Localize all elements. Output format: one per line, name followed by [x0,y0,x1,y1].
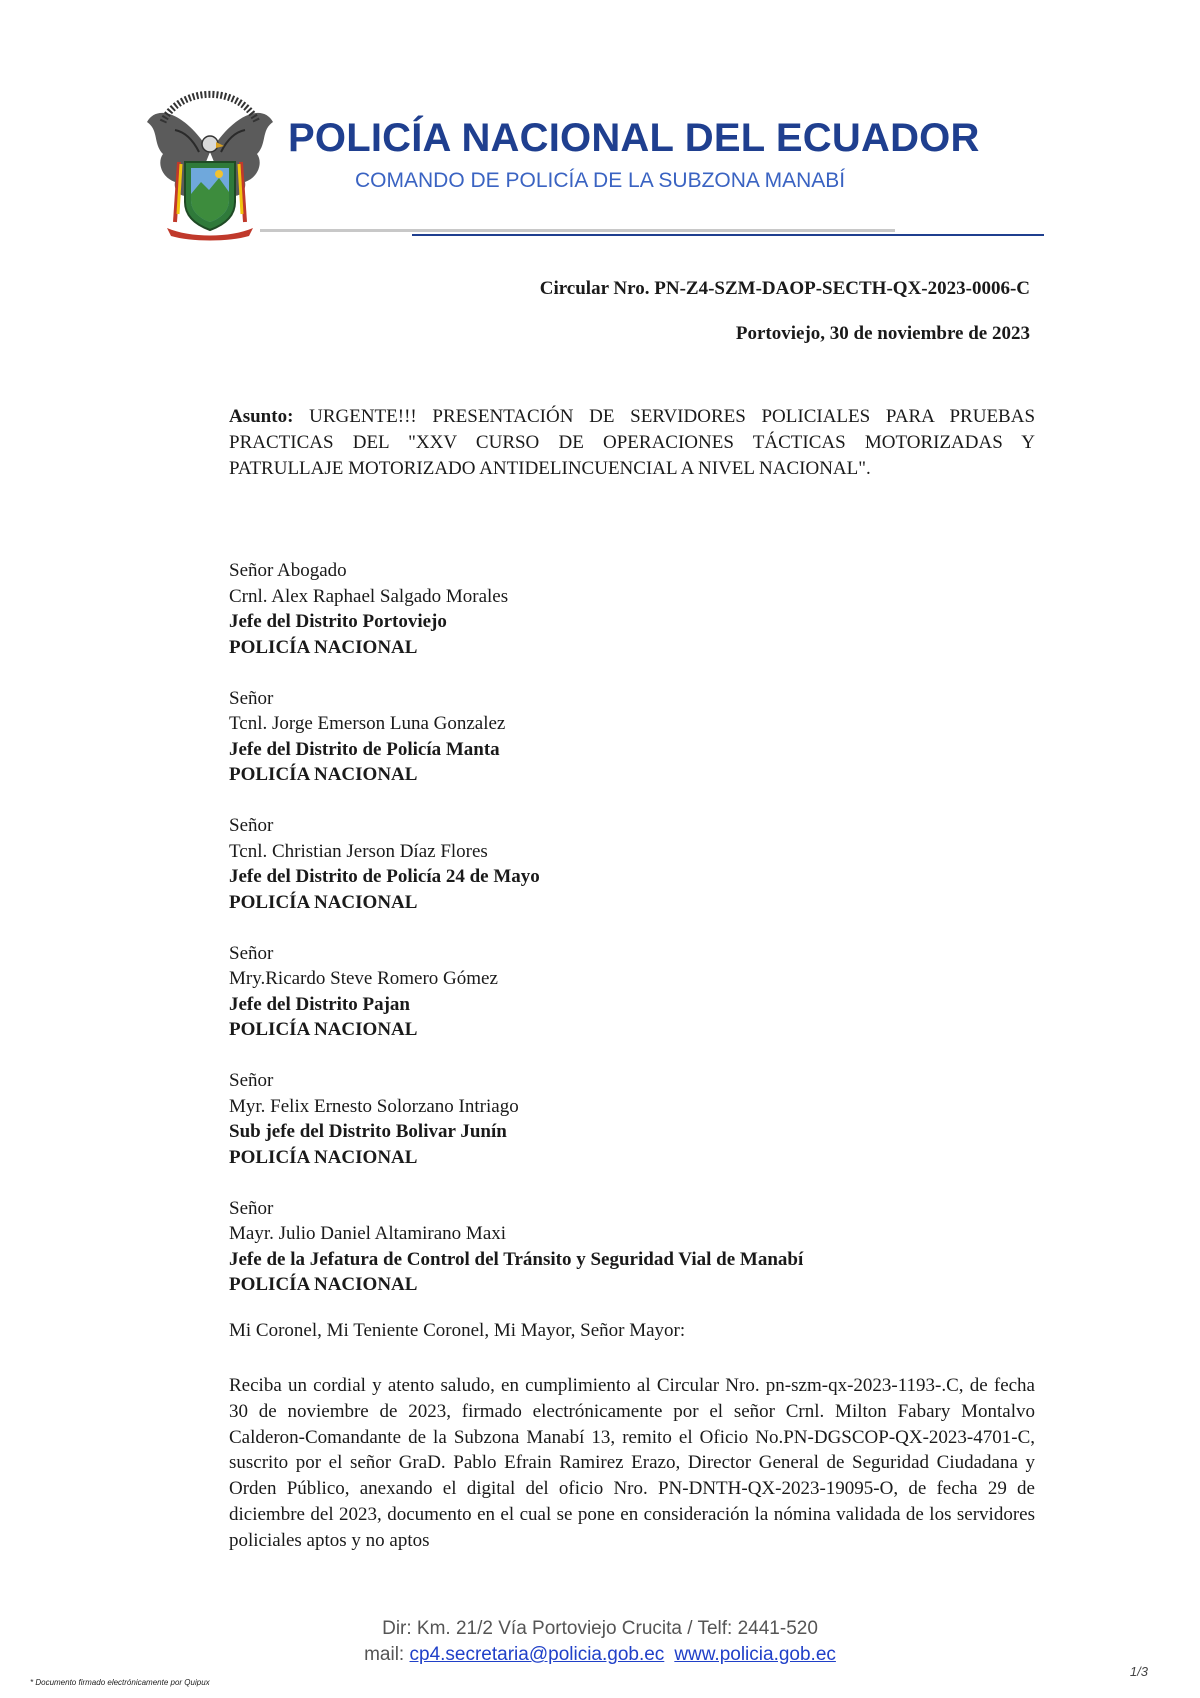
header-divider-gray [260,229,895,232]
recipient-salutation: Señor [229,942,274,964]
greeting: Mi Coronel, Mi Teniente Coronel, Mi Mayor, Señor Mayor: [229,1320,686,1341]
recipient-name: Tcnl. Jorge Emerson Luna Gonzalez [229,713,506,734]
recipient-block [229,1196,1035,1298]
recipient-salutation: Señor [229,687,274,709]
recipient-salutation: Señor [229,815,274,836]
recipient-block [229,558,1035,660]
recipient-name: Mayr. Julio Daniel Altamirano Maxi [229,1223,507,1244]
recipient-position: Jefe del Distrito Portoviejo [229,611,447,632]
recipient-block [229,686,1035,788]
recipient-institution: POLICÍA NACIONAL [229,891,418,913]
footer-website-link[interactable]: www.policia.gob.ec [674,1644,836,1665]
recipient-position: Jefe del Distrito de Policía Manta [229,738,500,760]
recipient-institution: POLICÍA NACIONAL [229,1019,418,1040]
footer-mail-label: mail: [364,1644,405,1665]
organization-title: POLICÍA NACIONAL DEL ECUADOR [288,116,980,160]
recipient-position: Jefe del Distrito de Policía 24 de Mayo [229,866,540,887]
recipient-block [229,1068,1035,1170]
footer-address: Dir: Km. 21/2 Vía Portoviejo Crucita / Telf: 2441-520 [382,1618,818,1639]
recipient-salutation: Señor Abogado [229,560,347,581]
place-date: Portoviejo, 30 de noviembre de 2023 [735,323,1030,344]
subject-text: URGENTE!!! PRESENTACIÓN DE SERVIDORES POLICIALES PARA PRUEBAS PRACTICAS DEL "XXV CURSO DE OPERACIONES TÁCTICAS MOTORIZADAS Y PATRULLAJE MOTORIZADO ANTIDELINCUENCIAL A NIVEL NACIONAL". [229,406,1036,479]
recipient-name: Tcnl. Christian Jerson Díaz Flores [229,840,488,862]
police-emblem-logo [145,82,275,242]
recipient-salutation: Señor [229,1070,274,1091]
recipient-position: Jefe del Distrito Pajan [229,993,410,1015]
organization-subtitle: COMANDO DE POLICÍA DE LA SUBZONA MANABÍ [355,169,846,192]
recipient-institution: POLICÍA NACIONAL [229,764,418,785]
recipient-name: Mry.Ricardo Steve Romero Gómez [229,968,498,989]
footer-contact [0,1644,1200,1666]
subject-block [229,404,1035,482]
recipient-institution: POLICÍA NACIONAL [229,636,418,658]
recipient-institution: POLICÍA NACIONAL [229,1274,418,1295]
recipient-block [229,813,1035,915]
footer-email-link[interactable]: cp4.secretaria@policia.gob.ec [409,1644,665,1665]
recipient-position: Sub jefe del Distrito Bolivar Junín [229,1121,507,1142]
subject-label: Asunto: [229,406,294,427]
recipient-institution: POLICÍA NACIONAL [229,1146,418,1168]
electronic-signature-note: * Documento firmado electrónicamente por Quipux [30,1678,210,1687]
circular-number: Circular Nro. PN-Z4-SZM-DAOP-SECTH-QX-2023-0006-C [539,278,1030,299]
body-paragraph: Reciba un cordial y atento saludo, en cumplimiento al Circular Nro. pn-szm-qx-2023-1193-.C, de fecha 30 de noviembre de 2023, firmado electrónicamente por el señor Crnl. Milton Fabary Montalvo Calderon-Comandante de la Subzona Manabí 13, remito el Oficio No.PN-DGSCOP-QX-2023-4701-C, suscrito por el señor GraD. Pablo Efrain Ramirez Erazo, Director General de Seguridad Ciudadana y Orden Público, anexando el digital del oficio Nro. PN-DNTH-QX-2023-19095-O, de fecha 29 de diciembre del 2023, documento en el cual se pone en consideración la nómina validada de los servidores policiales aptos y no aptos [229,1375,1035,1551]
recipients-list [229,558,1035,1323]
recipient-name: Crnl. Alex Raphael Salgado Morales [229,585,509,607]
recipient-block [229,941,1035,1043]
recipient-salutation: Señor [229,1197,274,1219]
page-number: 1/3 [1129,1664,1148,1679]
header-divider-blue [412,234,1044,236]
recipient-name: Myr. Felix Ernesto Solorzano Intriago [229,1095,519,1117]
recipient-position: Jefe de la Jefatura de Control del Tránsito y Seguridad Vial de Manabí [229,1248,804,1270]
